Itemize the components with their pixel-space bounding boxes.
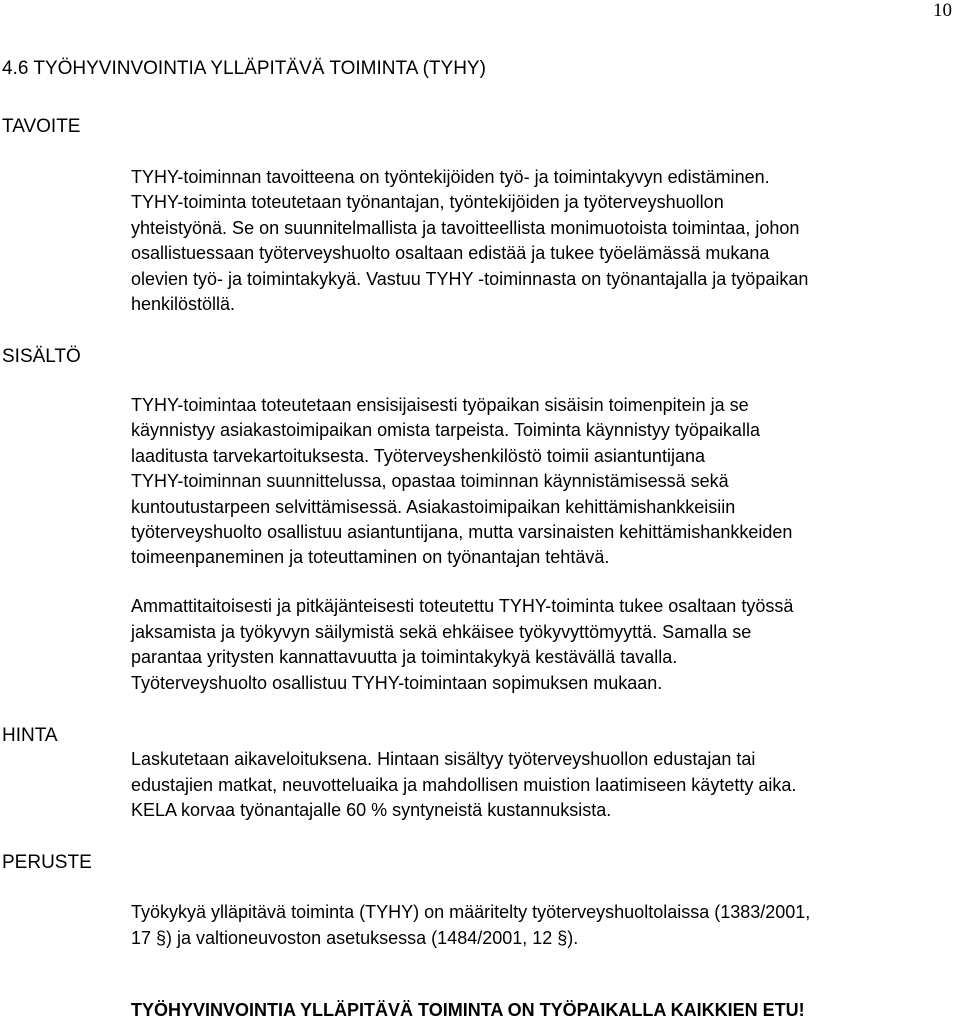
label-hinta: HINTA [2,725,58,746]
label-peruste: PERUSTE [2,852,92,873]
label-sisalto: SISÄLTÖ [2,346,81,367]
paragraph-sisalto-1: TYHY-toimintaa toteutetaan ensisijaisesti työpaikan sisäisin toimenpitein ja se käynnistyy asiakastoimipaikan omista tarpeista. Toiminta käynnistyy työpaikalla laaditusta tarvekartoituksesta. Työterveyshenkilöstö toimii asiantuntijana TYHY-toiminnan suunnittelussa, opastaa toiminnan käynnistämisessä sekä kuntoutustarpeen selvittämisessä. Asiakastoimipaikan kehittämishankkeisiin työterveyshuolto osallistuu asiantuntijana, mutta varsinaisten kehittämishankkeiden toimeenpaneminen ja toteuttaminen on työnantajan tehtävä. [131,395,793,568]
page-number: 10 [933,0,952,21]
paragraph-hinta: Laskutetaan aikaveloituksena. Hintaan sisältyy työterveyshuollon edustajan tai edustajien matkat, neuvotteluaika ja mahdollisen muistion laatimiseen käytetty aika. KELA korvaa työnantajalle 60 % syntyneistä kustannuksista. [131,749,797,821]
paragraph-sisalto-2: Ammattitaitoisesti ja pitkäjänteisesti toteutettu TYHY-toiminta tukee osaltaan työssä jaksamista ja työkyvyn säilymistä sekä ehkäisee työkyvyttömyyttä. Samalla se parantaa yritysten kannattavuutta ja toimintakykyä kestävällä tavalla. Työterveyshuolto osallistuu TYHY-toimintaan sopimuksen mukaan. [131,596,794,693]
paragraph-tavoite: TYHY-toiminnan tavoitteena on työntekijöiden työ- ja toimintakyvyn edistäminen. TYHY-toiminta toteutetaan työnantajan, työntekijöiden ja työterveyshuollon yhteistyönä. Se on suunnitelmallista ja tavoitteellista monimuotoista toimintaa, johon osallistuessaan työterveyshuolto osaltaan edistää ja tukee työelämässä mukana olevien työ- ja toimintakykyä. Vastuu TYHY -toiminnasta on työnantajalla ja työpaikan henkilöstöllä. [131,167,809,315]
paragraph-peruste: Työkykyä ylläpitävä toiminta (TYHY) on määritelty työterveyshuoltolaissa (1383/2001, 17 §) ja valtioneuvoston asetuksessa (1484/2001, 12 §). [131,902,811,948]
section-title: 4.6 TYÖHYVINVOINTIA YLLÄPITÄVÄ TOIMINTA (TYHY) [2,58,486,79]
label-tavoite: TAVOITE [2,116,81,137]
closing-statement: TYÖHYVINVOINTIA YLLÄPITÄVÄ TOIMINTA ON TYÖPAIKALLA KAIKKIEN ETU! [131,1000,805,1020]
